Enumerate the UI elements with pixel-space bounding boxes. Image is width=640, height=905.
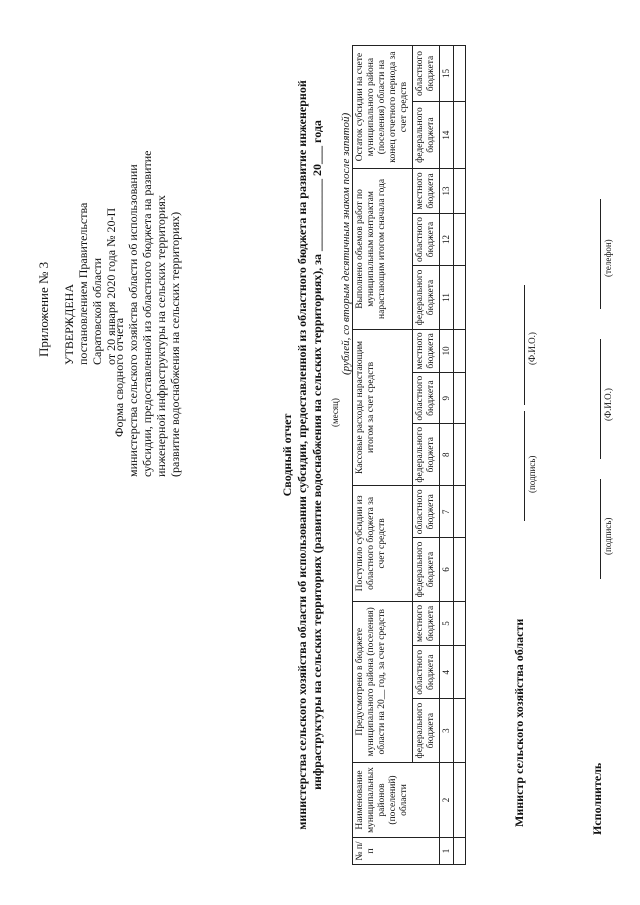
sub-header: областного бюджета <box>413 486 440 538</box>
col-header-name: Наименование муниципальных районов (поселений) области <box>353 763 440 838</box>
table-cell <box>454 699 466 763</box>
table-cell <box>454 169 466 214</box>
table-cell <box>454 213 466 266</box>
form-desc-line: (развитие водоснабжения на сельских территориях) <box>168 211 182 477</box>
column-number: 2 <box>440 763 454 838</box>
report-title-line: Сводный отчет <box>280 413 294 497</box>
executor-label: Исполнитель <box>590 762 604 835</box>
sub-header: федерального бюджета <box>413 699 440 763</box>
column-number: 8 <box>440 424 454 486</box>
table-cell <box>454 646 466 699</box>
units-note: (рублей, со вторым десятичным знаком после запятой) <box>340 112 352 375</box>
col-header-rest: Остаток субсидии на счете муниципального района (поселения) области на конец отчетного периода за счет средств <box>353 46 413 169</box>
form-desc-line: инженерной инфраструктуры на сельских территориях <box>154 195 168 477</box>
column-number: 10 <box>440 329 454 372</box>
approval-line: Саратовской области <box>90 257 104 365</box>
column-number: 14 <box>440 101 454 168</box>
sub-header: федерального бюджета <box>413 424 440 486</box>
appendix-label: Приложение № 3 <box>36 261 51 357</box>
sub-header: местного бюджета <box>413 169 440 214</box>
col-header-num: № п/п <box>353 838 440 865</box>
table-cell <box>454 266 466 329</box>
form-desc-line: министерства сельского хозяйства области об использовании <box>126 164 140 477</box>
column-number: 1 <box>440 838 454 865</box>
table-row <box>454 46 466 865</box>
sub-header: федерального бюджета <box>413 266 440 329</box>
form-desc-line: Форма сводного отчета <box>112 317 126 437</box>
sub-header: областного бюджета <box>413 46 440 102</box>
column-number: 7 <box>440 486 454 538</box>
sub-header: местного бюджета <box>413 329 440 372</box>
minister-label: Министр сельского хозяйства области <box>512 618 526 827</box>
signature-caption: (подпись) <box>603 517 613 555</box>
sub-header: федерального бюджета <box>413 101 440 168</box>
approval-line: от 20 января 2020 года № 20-П <box>104 207 118 365</box>
executor-phone-line <box>588 199 601 309</box>
column-number: 12 <box>440 213 454 266</box>
column-number: 6 <box>440 538 454 601</box>
table-cell <box>454 46 466 102</box>
signature-caption: (подпись) <box>527 455 537 493</box>
column-number: 5 <box>440 601 454 646</box>
column-number: 11 <box>440 266 454 329</box>
table-cell <box>454 101 466 168</box>
approval-heading: УТВЕРЖДЕНА <box>62 283 76 365</box>
name-caption: (Ф.И.О.) <box>603 388 613 421</box>
col-header-received: Поступило субсидии из областного бюджета за счет средств <box>353 486 413 601</box>
sub-header: федерального бюджета <box>413 538 440 601</box>
report-title-line: министерства сельского хозяйства области об использовании субсидии, предоставленной из областного бюджета на развитие инженерной <box>295 80 309 830</box>
table-cell <box>454 329 466 372</box>
form-desc-line: субсидии, предоставленной из областного бюджета на развитие <box>140 150 154 477</box>
table-cell <box>454 424 466 486</box>
column-number: 9 <box>440 373 454 424</box>
column-number: 4 <box>440 646 454 699</box>
month-caption: (месяц) <box>330 398 340 427</box>
table-cell <box>454 538 466 601</box>
table-cell <box>454 763 466 838</box>
sub-header: областного бюджета <box>413 373 440 424</box>
approval-block <box>62 105 118 365</box>
col-header-done: Выполнено объемов работ по муниципальным контрактам нарастающим итогом сначала года <box>353 169 413 330</box>
table-cell <box>454 373 466 424</box>
report-title-line: инфраструктуры на сельских территориях (развитие водоснабжения на сельских территориях), за ____________ 20___ года <box>310 120 324 790</box>
table-cell <box>454 486 466 538</box>
minister-signature-line <box>512 411 525 521</box>
sub-header: областного бюджета <box>413 646 440 699</box>
executor-name-line <box>588 339 601 459</box>
minister-name-line <box>512 285 525 405</box>
form-description <box>112 57 182 477</box>
col-header-spent: Кассовые расходы нарастающим итогом за счет средств <box>353 329 413 486</box>
table-cell <box>454 838 466 865</box>
column-number: 3 <box>440 699 454 763</box>
report-table <box>352 45 466 865</box>
name-caption: (Ф.И.О.) <box>527 332 537 365</box>
approval-line: постановлением Правительства <box>76 202 90 365</box>
col-header-planned: Предусмотрено в бюджете муниципального района (поселения) области на 20__ год, за счет средств <box>353 601 413 762</box>
column-number: 13 <box>440 169 454 214</box>
sub-header: местного бюджета <box>413 601 440 646</box>
column-number: 15 <box>440 46 454 102</box>
sub-header: областного бюджета <box>413 213 440 266</box>
phone-caption: (телефон) <box>603 239 613 277</box>
report-title <box>280 65 325 845</box>
executor-signature-line <box>588 479 601 579</box>
table-cell <box>454 601 466 646</box>
